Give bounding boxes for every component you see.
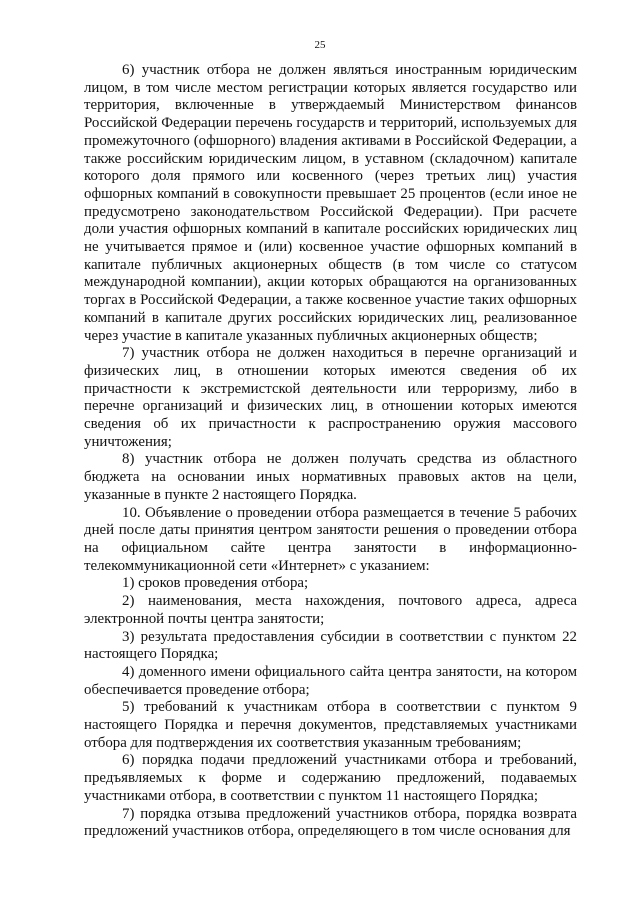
page-number: 25 bbox=[314, 39, 326, 51]
list-item: 5) требований к участникам отбора в соответствии с пунктом 9 настоящего Порядка и перечня документов, представляемых участниками отбора для подтверждения их соответствия указанным требованиям; bbox=[84, 699, 577, 751]
list-item: 2) наименования, места нахождения, почтового адреса, адреса электронной почты центра занятости; bbox=[84, 593, 577, 627]
paragraph: 10. Объявление о проведении отбора размещается в течение 5 рабочих дней после даты принятия центром занятости решения о проведении отбора на официальном сайте центра занятости в информационно-телекоммуникационной сети «Интернет» с указанием: bbox=[84, 504, 577, 574]
paragraph: 8) участник отбора не должен получать средства из областного бюджета на основании иных нормативных правовых актов на цели, указанные в пункте 2 настоящего Порядка. bbox=[84, 451, 577, 503]
document-body bbox=[84, 62, 577, 841]
list-item: 7) порядка отзыва предложений участников отбора, порядка возврата предложений участников отбора, определяющего в том числе основания для bbox=[84, 805, 577, 840]
list-item: 1) сроков проведения отбора; bbox=[122, 575, 309, 592]
list-item: 3) результата предоставления субсидии в соответствии с пунктом 22 настоящего Порядка; bbox=[84, 628, 577, 663]
paragraph: 7) участник отбора не должен находиться в перечне организаций и физических лиц, в отношении которых имеются сведения об их причастности к экстремистской деятельности или терроризму, либо в перечне организаций и физических лиц, в отношении которых имеются сведения об их причастности к распространению оружия массового уничтожения; bbox=[84, 345, 577, 450]
list-item: 6) порядка подачи предложений участниками отбора и требований, предъявляемых к форме и содержанию предложений, подаваемых участниками отбора, в соответствии с пунктом 11 настоящего Порядка; bbox=[84, 752, 577, 804]
paragraph: 6) участник отбора не должен являться иностранным юридическим лицом, в том числе местом регистрации которых является государство или территория, включенные в утверждаемый Министерством финансов Российской Федерации перечень государств и территорий, используемых для промежуточного (офшорного) владения активами в Российской Федерации, а также российским юридическим лицом, в уставном (складочном) капитале которого доля прямого или косвенного (через третьих лиц) участия офшорных компаний в совокупности превышает 25 процентов (если иное не предусмотрено законодательством Российской Федерации). При расчете доли участия офшорных компаний в капитале российских юридических лиц не учитывается прямое и (или) косвенное участие офшорных компаний в капитале публичных акционерных обществ (в том числе со статусом международной компании), акции которых обращаются на организованных торгах в Российской Федерации, а также косвенное участие таких офшорных компаний в капитале других российских юридических лиц, реализованное через участие в капитале указанных публичных акционерных обществ; bbox=[84, 62, 577, 344]
list-item: 4) доменного имени официального сайта центра занятости, на котором обеспечивается проведение отбора; bbox=[84, 663, 577, 698]
